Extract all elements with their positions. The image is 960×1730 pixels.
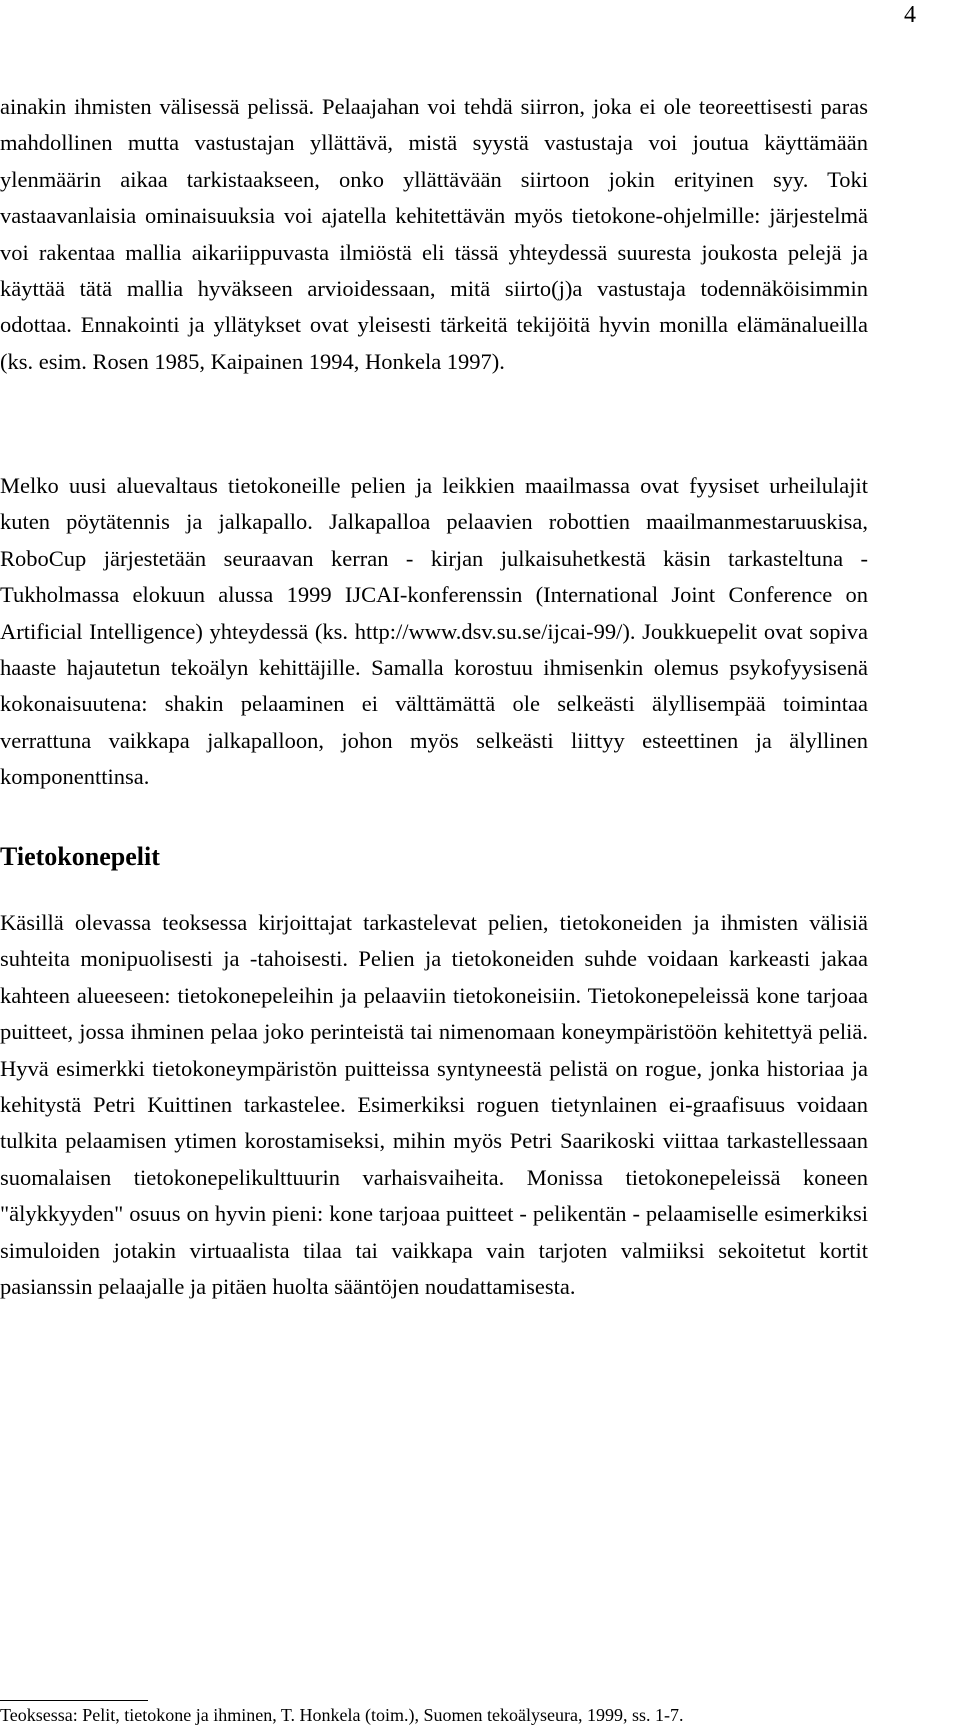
section-heading: Tietokonepelit (0, 842, 160, 871)
page-number: 4 (904, 2, 916, 28)
footnote-rule (0, 1700, 148, 1701)
paragraph-sports: Melko uusi aluevaltaus tietokoneille pelien ja leikkien maailmassa ovat fyysiset urheilulajit kuten pöytätennis ja jalkapallo. Jalkapalloa pelaavien robottien maailmanmestaruuskisa, RoboCup järjestetään seuraavan kerran - kirjan julkaisuhetkestä käsin tarkasteltuna - Tukholmassa elokuun alussa 1999 IJCAI-konferenssin (International Joint Conference on Artificial Intelligence) yhteydessä (ks. http://www.dsv.su.se/ijcai-99/). Joukkuepelit ovat sopiva haaste hajautetun tekoälyn kehittäjille. Samalla korostuu ihmisenkin olemus psykofyysisenä kokonaisuutena: shakin pelaaminen ei välttämättä ole selkeästi älyllisempää toimintaa verrattuna vaikkapa jalkapalloon, johon myös selkeästi liittyy esteettinen ja älyllinen komponenttinsa. (0, 473, 868, 790)
paragraph-computer-games: Käsillä olevassa teoksessa kirjoittajat tarkastelevat pelien, tietokoneiden ja ihmisten välisiä suhteita monipuolisesti ja -tahoisesti. Pelien ja tietokoneiden suhde voidaan karkeasti jakaa kahteen alueeseen: tietokonepeleihin ja pelaaviin tietokoneisiin. Tietokonepeleissä kone tarjoaa puitteet, jossa ihminen pelaa joko perinteistä tai nimenomaan koneympäristöön kehitettyä peliä. Hyvä esimerkki tietokoneympäristön puitteissa syntyneestä pelistä on rogue, jonka historiaa ja kehitystä Petri Kuittinen tarkastelee. Esimerkiksi roguen tietynlainen ei-graafisuus voidaan tulkita pelaamisen ytimen korostamiseksi, mihin myös Petri Saarikoski viittaa tarkastellessaan suomalaisen tietokonepelikulttuurin varhaisvaiheita. Monissa tietokonepeleissä koneen "älykkyyden" osuus on hyvin pieni: kone tarjoaa puitteet - pelikentän - pelaamiselle esimerkiksi simuloiden jotakin virtuaalista tilaa tai vaikkapa vain tarjoten valmiiksi sekoitetut kortit pasianssin pelaajalle ja pitäen huolta sääntöjen noudattamisesta. (0, 910, 868, 1300)
footnote-citation: Teoksessa: Pelit, tietokone ja ihminen, T. Honkela (toim.), Suomen tekoälyseura, 1999, ss. 1-7. (0, 1705, 684, 1725)
paragraph-intro: ainakin ihmisten välisessä pelissä. Pelaajahan voi tehdä siirron, joka ei ole teoreettisesti paras mahdollinen mutta vastustajan yllättävä, mistä syystä vastustaja voi joutua käyttämään ylenmäärin aikaa tarkistaakseen, onko yllättävään siirtoon jokin erityinen syy. Toki vastaavanlaisia ominaisuuksia voi ajatella kehitettävän myös tietokone-ohjelmille: järjestelmä voi rakentaa mallia aikariippuvasta ilmiöstä eli tässä yhteydessä suuresta joukosta pelejä ja käyttää tätä mallia hyväkseen arvioidessaan, mitä siirto(j)a vastustaja todennäköisimmin odottaa. Ennakointi ja yllätykset ovat yleisesti tärkeitä tekijöitä hyvin monilla elämänalueilla (ks. esim. Rosen 1985, Kaipainen 1994, Honkela 1997). (0, 94, 868, 374)
